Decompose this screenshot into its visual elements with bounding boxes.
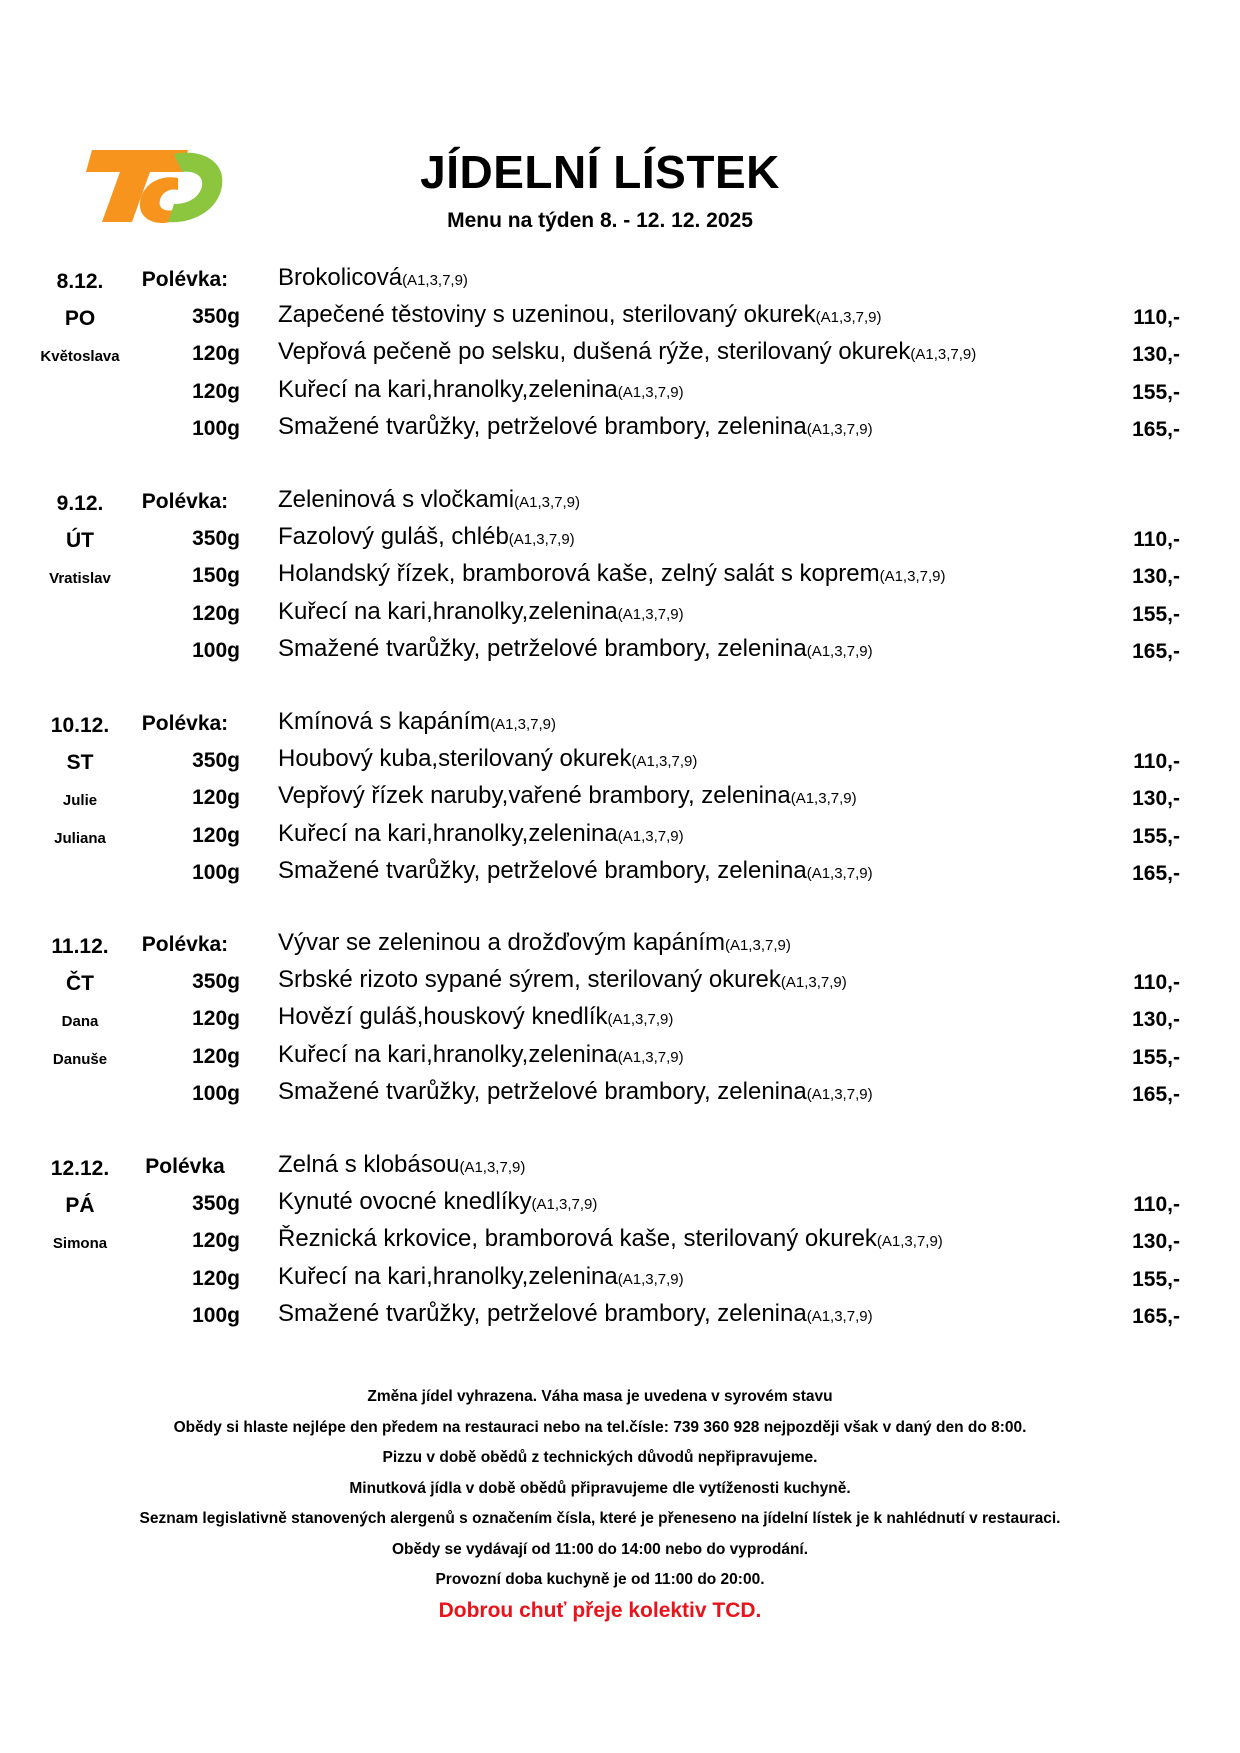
page-title: JÍDELNÍ LÍSTEK bbox=[420, 146, 780, 198]
meal-weight: 120g bbox=[192, 1266, 240, 1290]
meal-row bbox=[0, 598, 1240, 635]
meal-dish bbox=[278, 966, 847, 994]
meal-dish bbox=[278, 523, 575, 551]
meal-row bbox=[0, 301, 1240, 338]
soup-label: Polévka: bbox=[141, 268, 229, 291]
meal-price: 130,- bbox=[1132, 565, 1180, 589]
dish-name: Smažené tvarůžky, petrželové brambory, zelenina bbox=[278, 1299, 807, 1327]
meal-weight: 100g bbox=[192, 1303, 240, 1327]
name-day: Dana bbox=[61, 1013, 99, 1031]
soup-dish bbox=[278, 264, 468, 292]
day-date: 8.12. bbox=[56, 270, 104, 293]
meal-price: 155,- bbox=[1132, 824, 1180, 848]
allergens: (A1,3,7,9) bbox=[879, 568, 946, 586]
dish-name: Hovězí guláš,houskový knedlík bbox=[278, 1003, 608, 1031]
meal-price: 155,- bbox=[1132, 380, 1180, 404]
meal-weight: 120g bbox=[192, 342, 240, 366]
allergens: (A1,3,7,9) bbox=[402, 272, 468, 289]
dish-name: Kuřecí na kari,hranolky,zelenina bbox=[278, 597, 618, 625]
day-weekday: ST bbox=[66, 751, 94, 775]
meal-dish bbox=[278, 338, 976, 366]
allergens: (A1,3,7,9) bbox=[910, 346, 977, 364]
soup-row bbox=[0, 264, 1240, 301]
allergens: (A1,3,7,9) bbox=[617, 605, 684, 623]
meal-weight: 350g bbox=[192, 749, 240, 773]
dish-name: Kuřecí na kari,hranolky,zelenina bbox=[278, 819, 618, 847]
meal-weight: 150g bbox=[192, 564, 240, 588]
soup-dish bbox=[278, 1151, 525, 1179]
meal-weight: 350g bbox=[192, 527, 240, 551]
meal-price: 165,- bbox=[1132, 639, 1180, 663]
allergens: (A1,3,7,9) bbox=[806, 864, 873, 882]
allergens: (A1,3,7,9) bbox=[617, 1048, 684, 1066]
dish-name: Brokolicová bbox=[278, 264, 403, 291]
meal-price: 155,- bbox=[1132, 1267, 1180, 1291]
soup-row bbox=[0, 708, 1240, 745]
meal-row bbox=[0, 1078, 1240, 1115]
meal-dish bbox=[278, 560, 945, 588]
footer-note: Obědy si hlaste nejlépe den předem na restauraci nebo na tel.čísle: 739 360 928 nejpozději však v daný den do 8:00. bbox=[173, 1418, 1027, 1436]
allergens: (A1,3,7,9) bbox=[607, 1011, 674, 1029]
meal-price: 110,- bbox=[1133, 1193, 1180, 1217]
dish-name: Smažené tvarůžky, petrželové brambory, zelenina bbox=[278, 856, 807, 884]
allergens: (A1,3,7,9) bbox=[724, 937, 791, 954]
meal-row bbox=[0, 1003, 1240, 1040]
name-day: Květoslava bbox=[40, 348, 120, 366]
meal-row bbox=[0, 966, 1240, 1003]
meal-row bbox=[0, 413, 1240, 450]
allergens: (A1,3,7,9) bbox=[876, 1233, 943, 1251]
allergens: (A1,3,7,9) bbox=[514, 494, 580, 511]
meal-price: 165,- bbox=[1132, 861, 1180, 885]
meal-row bbox=[0, 1188, 1240, 1225]
meal-row bbox=[0, 857, 1240, 894]
meal-dish bbox=[278, 1188, 597, 1216]
day-weekday: PÁ bbox=[65, 1194, 95, 1218]
footer-note: Minutková jídla v době obědů připravujeme dle vytíženosti kuchyně. bbox=[349, 1479, 851, 1497]
dish-name: Smažené tvarůžky, petrželové brambory, zelenina bbox=[278, 1077, 807, 1105]
meal-row bbox=[0, 1041, 1240, 1078]
footer-note: Obědy se vydávají od 11:00 do 14:00 nebo do vyprodání. bbox=[391, 1540, 809, 1558]
allergens: (A1,3,7,9) bbox=[490, 716, 556, 733]
meal-row bbox=[0, 560, 1240, 597]
dish-name: Kuřecí na kari,hranolky,zelenina bbox=[278, 1040, 618, 1068]
meal-price: 110,- bbox=[1133, 306, 1180, 330]
meal-dish bbox=[278, 413, 873, 441]
allergens: (A1,3,7,9) bbox=[531, 1196, 598, 1214]
day-date: 12.12. bbox=[50, 1157, 110, 1180]
dish-name: Smažené tvarůžky, petrželové brambory, zelenina bbox=[278, 634, 807, 662]
soup-dish bbox=[278, 929, 791, 957]
dish-name: Srbské rizoto sypané sýrem, sterilovaný okurek bbox=[278, 966, 781, 994]
meal-dish bbox=[278, 1003, 673, 1031]
footer-note: Pizzu v době obědů z technických důvodů nepřipravujeme. bbox=[382, 1449, 818, 1466]
soup-label: Polévka: bbox=[141, 712, 229, 735]
meal-weight: 120g bbox=[192, 601, 240, 625]
meal-price: 155,- bbox=[1132, 1045, 1180, 1069]
meal-price: 155,- bbox=[1132, 602, 1180, 626]
day-weekday: PO bbox=[64, 307, 96, 331]
dish-name: Vývar se zeleninou a drožďovým kapáním bbox=[278, 929, 725, 956]
soup-dish bbox=[278, 486, 580, 514]
meal-price: 110,- bbox=[1133, 528, 1180, 552]
meal-price: 130,- bbox=[1132, 787, 1180, 811]
meal-row bbox=[0, 745, 1240, 782]
soup-label: Polévka: bbox=[141, 490, 229, 513]
allergens: (A1,3,7,9) bbox=[617, 1270, 684, 1288]
meal-row bbox=[0, 782, 1240, 819]
soup-label: Polévka bbox=[145, 1155, 225, 1178]
name-day: Simona bbox=[52, 1235, 108, 1253]
dish-name: Vepřová pečeně po selsku, dušená rýže, sterilovaný okurek bbox=[278, 338, 911, 366]
meal-dish bbox=[278, 301, 882, 329]
meal-dish bbox=[278, 745, 697, 773]
dish-name: Zeleninová s vločkami bbox=[278, 486, 515, 513]
dish-name: Smažené tvarůžky, petrželové brambory, zelenina bbox=[278, 412, 807, 440]
allergens: (A1,3,7,9) bbox=[508, 531, 575, 549]
meal-price: 110,- bbox=[1133, 971, 1180, 995]
dish-name: Vepřový řízek naruby,vařené brambory, zelenina bbox=[278, 782, 791, 810]
dish-name: Kynuté ovocné knedlíky bbox=[278, 1188, 532, 1216]
meal-weight: 350g bbox=[192, 1192, 240, 1216]
meal-dish bbox=[278, 635, 873, 663]
dish-name: Zapečené těstoviny s uzeninou, sterilovaný okurek bbox=[278, 301, 816, 329]
meal-row bbox=[0, 1225, 1240, 1262]
meal-dish bbox=[278, 782, 857, 810]
meal-weight: 120g bbox=[192, 1229, 240, 1253]
meal-weight: 120g bbox=[192, 823, 240, 847]
allergens: (A1,3,7,9) bbox=[780, 974, 847, 992]
dish-name: Zelná s klobásou bbox=[278, 1151, 460, 1178]
meal-row bbox=[0, 376, 1240, 413]
meal-price: 130,- bbox=[1132, 1230, 1180, 1254]
meal-weight: 350g bbox=[192, 970, 240, 994]
dish-name: Houbový kuba,sterilovaný okurek bbox=[278, 745, 632, 773]
meal-dish bbox=[278, 1225, 943, 1253]
soup-row bbox=[0, 929, 1240, 966]
name-day: Vratislav bbox=[49, 570, 111, 588]
meal-weight: 100g bbox=[192, 1081, 240, 1105]
soup-label: Polévka: bbox=[141, 933, 229, 956]
allergens: (A1,3,7,9) bbox=[790, 790, 857, 808]
meal-dish bbox=[278, 1041, 684, 1069]
day-date: 10.12. bbox=[50, 714, 110, 737]
meal-weight: 350g bbox=[192, 305, 240, 329]
day-date: 11.12. bbox=[51, 935, 109, 958]
dish-name: Kuřecí na kari,hranolky,zelenina bbox=[278, 1262, 618, 1290]
day-weekday: ÚT bbox=[66, 529, 94, 553]
meal-row bbox=[0, 635, 1240, 672]
footer-note: Změna jídel vyhrazena. Váha masa je uvedena v syrovém stavu bbox=[367, 1388, 833, 1405]
allergens: (A1,3,7,9) bbox=[806, 642, 873, 660]
meal-dish bbox=[278, 376, 684, 404]
meal-dish bbox=[278, 1300, 873, 1328]
allergens: (A1,3,7,9) bbox=[815, 309, 882, 327]
name-day: Danuše bbox=[52, 1050, 108, 1068]
footer-note: Provozní doba kuchyně je od 11:00 do 20:00. bbox=[435, 1571, 765, 1588]
meal-weight: 120g bbox=[192, 1044, 240, 1068]
name-day: Juliana bbox=[54, 829, 106, 847]
meal-dish bbox=[278, 1263, 684, 1291]
meal-row bbox=[0, 820, 1240, 857]
meal-weight: 120g bbox=[192, 1007, 240, 1031]
allergens: (A1,3,7,9) bbox=[459, 1159, 526, 1176]
day-date: 9.12. bbox=[56, 492, 104, 515]
dish-name: Fazolový guláš, chléb bbox=[278, 523, 509, 551]
meal-dish bbox=[278, 1078, 873, 1106]
allergens: (A1,3,7,9) bbox=[617, 827, 684, 845]
meal-row bbox=[0, 338, 1240, 375]
soup-row bbox=[0, 1151, 1240, 1188]
allergens: (A1,3,7,9) bbox=[806, 420, 873, 438]
meal-price: 130,- bbox=[1132, 343, 1180, 367]
dish-name: Kmínová s kapáním bbox=[278, 708, 491, 735]
meal-row bbox=[0, 523, 1240, 560]
allergens: (A1,3,7,9) bbox=[806, 1085, 873, 1103]
soup-row bbox=[0, 486, 1240, 523]
meal-price: 165,- bbox=[1132, 417, 1180, 441]
footer-notes bbox=[0, 1382, 1200, 1626]
meal-dish bbox=[278, 857, 873, 885]
meal-dish bbox=[278, 820, 684, 848]
closing-greeting: Dobrou chuť přeje kolektiv TCD. bbox=[438, 1598, 762, 1622]
meal-weight: 100g bbox=[192, 638, 240, 662]
meal-weight: 100g bbox=[192, 416, 240, 440]
meal-price: 130,- bbox=[1132, 1008, 1180, 1032]
week-subtitle: Menu na týden 8. - 12. 12. 2025 bbox=[447, 209, 753, 232]
meal-dish bbox=[278, 598, 684, 626]
meal-row bbox=[0, 1263, 1240, 1300]
meal-weight: 120g bbox=[192, 786, 240, 810]
dish-name: Kuřecí na kari,hranolky,zelenina bbox=[278, 375, 618, 403]
allergens: (A1,3,7,9) bbox=[806, 1307, 873, 1325]
dish-name: Řeznická krkovice, bramborová kaše, sterilovaný okurek bbox=[278, 1225, 877, 1253]
name-day: Julie bbox=[62, 792, 98, 810]
dish-name: Holandský řízek, bramborová kaše, zelný salát s koprem bbox=[278, 560, 880, 588]
meal-weight: 120g bbox=[192, 379, 240, 403]
day-weekday: ČT bbox=[66, 972, 94, 996]
meal-price: 165,- bbox=[1132, 1082, 1180, 1106]
meal-weight: 100g bbox=[192, 860, 240, 884]
soup-dish bbox=[278, 708, 556, 736]
footer-note: Seznam legislativně stanovených alergenů s označením čísla, které je přeneseno na jídelní lístek je k nahlédnutí v restauraci. bbox=[139, 1510, 1061, 1527]
allergens: (A1,3,7,9) bbox=[631, 753, 698, 771]
meal-row bbox=[0, 1300, 1240, 1337]
allergens: (A1,3,7,9) bbox=[617, 383, 684, 401]
meal-price: 110,- bbox=[1133, 750, 1180, 774]
meal-price: 165,- bbox=[1132, 1304, 1180, 1328]
